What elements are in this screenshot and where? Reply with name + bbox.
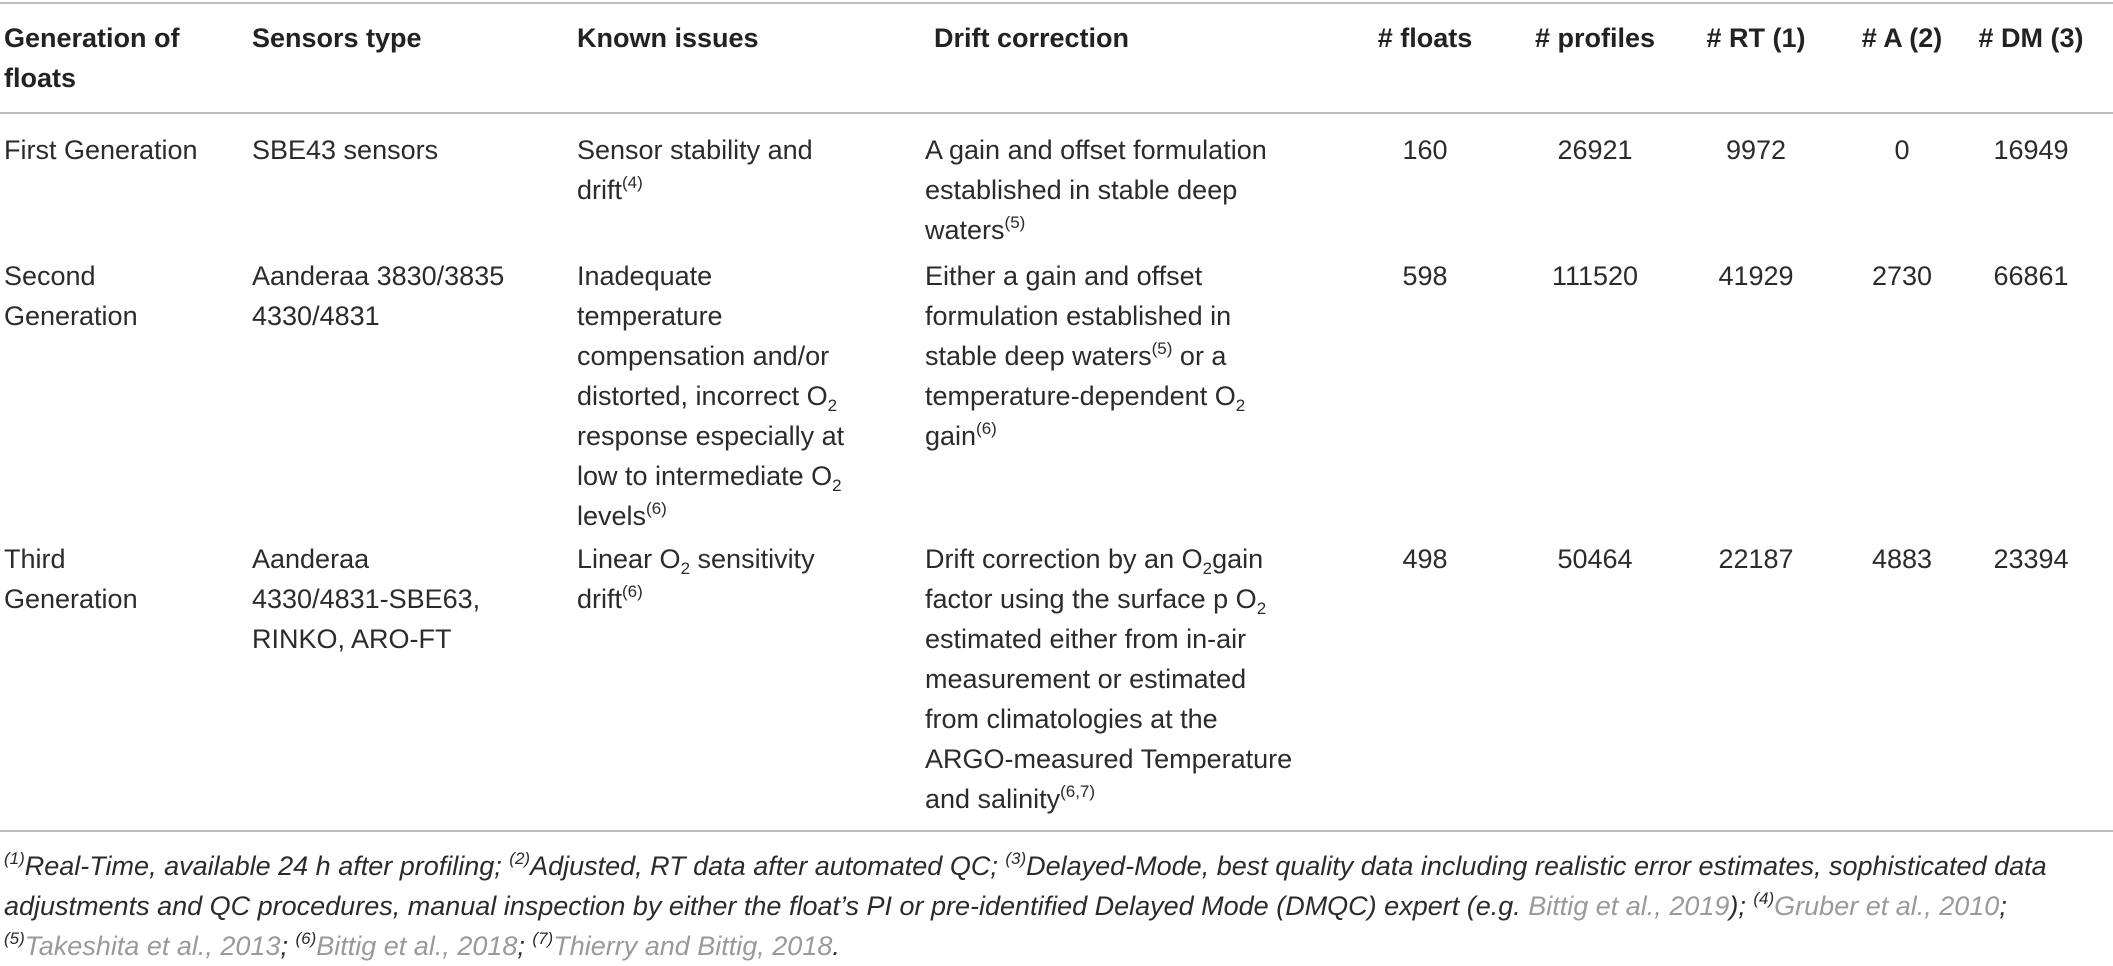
row2-sensors: Aanderaa 3830/3835 4330/4831: [252, 261, 505, 331]
header-profiles: # profiles: [1534, 23, 1656, 53]
row3-rt: 22187: [1718, 544, 1794, 574]
row1-dm: 16949: [1993, 135, 2069, 165]
row2-generation: Second Generation: [4, 261, 138, 331]
row3-floats: 498: [1402, 544, 1448, 574]
row3-generation: Third Generation: [4, 544, 138, 614]
row1-issues: Sensor stability and drift$^{(4)}$: [577, 135, 813, 205]
ref-gruber-2010[interactable]: Gruber et al., 2010: [1774, 891, 2000, 921]
row2-issues: Inadequate temperature compensation and/or distorted, incorrect $O_2$ response especially at low to intermediate $O_2$ levels$^{(6)}$: [577, 261, 845, 531]
header-sensors: Sensors type: [252, 23, 422, 53]
table-bottom-rule: [0, 830, 2113, 832]
row1-rt: 9972: [1725, 135, 1787, 165]
header-dm: # DM (3): [1978, 23, 2084, 53]
header-floats: # floats: [1377, 23, 1473, 53]
row1-floats: 160: [1402, 135, 1448, 165]
header-generation: Generation of floats: [4, 23, 180, 93]
table-footnote: $^{(1)}$Real-Time, available 24 h after profiling; $^{(2)}$Adjusted, RT data after automated QC; $^{(3)}$Delayed-Mode, best quality data including realistic error estimates, sophisticated data adjustments and QC procedures, manual inspection by either the float’s PI or pre-identified Delayed Mode (DMQC) expert (e.g. Bittig et al., 2019); $^{(4)}$Gruber et al., 2010; $^{(5)}$Takeshita et al., 2013; $^{(6)}$Bittig et al., 2018; $^{(7)}$Thierry and Bittig, 2018.: [4, 849, 2047, 961]
row1-generation: First Generation: [4, 135, 198, 165]
row3-sensors: Aanderaa 4330/4831-SBE63, RINKO, ARO-FT: [252, 544, 481, 654]
row2-dm: 66861: [1993, 261, 2069, 291]
row3-profiles: 50464: [1557, 544, 1633, 574]
row2-rt: 41929: [1718, 261, 1794, 291]
table-top-rule: [0, 2, 2113, 4]
row1-a: 0: [1894, 135, 1910, 165]
row1-sensors: SBE43 sensors: [252, 135, 439, 165]
row3-drift: Drift correction by an $O_2gain$ factor using the surface p $O_2$ estimated either from in-air measurement or estimated from climatologies at the ARGO-measured Temperature and salinity$^{(6,7)}$: [925, 544, 1293, 814]
row2-a: 2730: [1871, 261, 1933, 291]
header-rt: # RT (1): [1706, 23, 1806, 53]
row2-floats: 598: [1402, 261, 1448, 291]
ref-bittig-2019[interactable]: Bittig et al., 2019: [1528, 891, 1730, 921]
table-header-rule: [0, 112, 2113, 114]
ref-takeshita-2013[interactable]: Takeshita et al., 2013: [24, 931, 281, 961]
row3-a: 4883: [1871, 544, 1933, 574]
row1-drift: A gain and offset formulation established in stable deep waters$^{(5)}$: [925, 135, 1267, 245]
row2-profiles: 111520: [1551, 261, 1639, 291]
row3-issues: Linear $O_2$ sensitivity drift$^{(6)}$: [577, 544, 815, 614]
row1-profiles: 26921: [1557, 135, 1633, 165]
ref-bittig-2018[interactable]: Bittig et al., 2018: [316, 931, 518, 961]
header-a: # A (2): [1861, 23, 1943, 53]
row3-dm: 23394: [1993, 544, 2069, 574]
header-known-issues: Known issues: [577, 23, 759, 53]
ref-thierry-bittig-2018[interactable]: Thierry and Bittig, 2018: [553, 931, 833, 961]
header-drift-correction: Drift correction: [934, 23, 1130, 53]
row2-drift: Either a gain and offset formulation established in stable deep waters$^{(5)}$ or a temperature-dependent $O_2$ gain$^{(6)}$: [925, 261, 1246, 451]
